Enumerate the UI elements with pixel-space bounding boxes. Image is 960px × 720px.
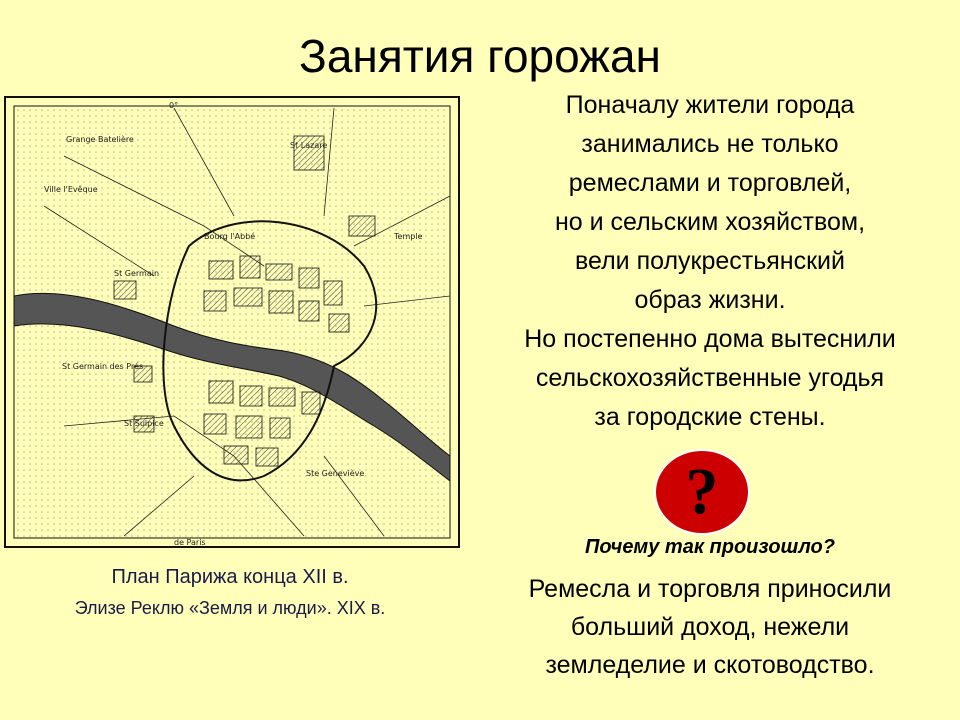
paragraph-line: ремеслами и торговлей, (568, 169, 852, 197)
map-caption: План Парижа конца XII в. (111, 566, 349, 588)
answer-text (460, 570, 960, 684)
historical-map (4, 96, 460, 548)
map-label-genevieve: Ste Geneviève (306, 469, 365, 478)
map-label-temple: Temple (394, 232, 423, 241)
paragraph-line: занимались не только (581, 130, 839, 158)
main-paragraph (470, 86, 950, 437)
answer-line: Ремесла и торговля приносили (528, 575, 892, 603)
paragraph-line: сельскохозяйственные угодья (535, 364, 885, 392)
paragraph-line: но и сельским хозяйством, (554, 208, 866, 236)
slide-title: Занятия горожан (299, 30, 661, 82)
question-text: Почему так произошло? (585, 536, 835, 558)
paragraph-line: Но постепенно дома вытеснили (524, 325, 896, 353)
map-label-bourg: Bourg l'Abbé (204, 232, 256, 241)
paragraph-line: Поначалу жители города (565, 91, 855, 119)
map-source: Элизе Реклю «Земля и люди». XIX в. (74, 598, 386, 618)
paragraph-line: образ жизни. (634, 286, 786, 314)
map-label-obs: de Paris (174, 538, 206, 547)
map-label-lazare: St Lazare (290, 141, 328, 150)
paris-map-drawing (4, 96, 460, 548)
map-label-germain-pres: St Germain des Prés (62, 362, 144, 371)
map-label-germain: St Germain (114, 269, 160, 278)
paragraph-line: вели полукрестьянский (575, 247, 845, 275)
answer-line: земледелие и скотоводство. (545, 651, 875, 679)
answer-line: больший доход, нежели (570, 613, 850, 641)
map-label-sulpice: St Sulpice (124, 419, 164, 428)
map-label-grange: Grange Batelière (66, 135, 134, 144)
map-label-deg: 0° (169, 101, 179, 110)
paragraph-line: за городские стены. (594, 403, 826, 431)
question-mark-icon: ? (654, 449, 750, 535)
map-label-ville: Ville l'Evêque (44, 185, 98, 194)
